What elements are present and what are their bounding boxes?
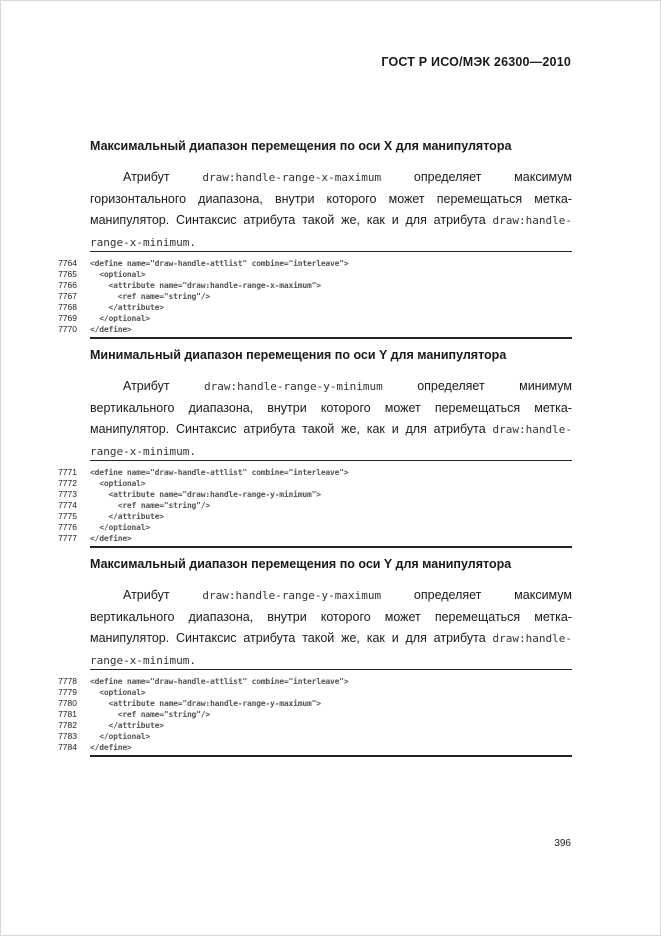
paragraph-word: горизонтального xyxy=(90,191,187,206)
paragraph-word: же, xyxy=(341,631,360,645)
section-title: Минимальный диапазон перемещения по оси Y для манипулятора xyxy=(90,348,507,362)
paragraph-word: внутри xyxy=(267,609,307,624)
section-paragraph xyxy=(90,585,572,671)
code-text: <attribute name="draw:handle-range-y-minimum"> xyxy=(90,490,321,499)
page-number: 396 xyxy=(554,838,571,849)
code-text: <ref name="string"/> xyxy=(90,292,211,301)
section-3 xyxy=(90,556,572,671)
code-text: </define> xyxy=(90,325,132,334)
paragraph-word: диапазона, xyxy=(188,609,254,624)
line-number: 7766 xyxy=(58,280,77,290)
line-number: 7774 xyxy=(58,500,77,510)
code-line xyxy=(50,302,572,313)
paragraph-word: же, xyxy=(341,422,360,436)
section-title: Максимальный диапазон перемещения по оси Y для манипулятора xyxy=(90,557,512,571)
code-line xyxy=(50,511,572,522)
code-text: </attribute> xyxy=(90,303,164,312)
code-line xyxy=(50,698,572,709)
paragraph-word: метка- xyxy=(534,400,572,415)
paragraph-word: метка- xyxy=(534,609,572,624)
line-number: 7771 xyxy=(58,467,77,477)
paragraph-word: которого xyxy=(320,400,371,415)
paragraph-word: же, xyxy=(341,213,360,227)
listing-top-rule xyxy=(90,669,572,670)
code-line xyxy=(50,269,572,280)
paragraph-word: draw:handle- xyxy=(492,214,572,227)
line-number: 7767 xyxy=(58,291,77,301)
paragraph-word: draw:handle- xyxy=(492,632,572,645)
paragraph-word: определяет xyxy=(413,588,482,602)
paragraph-word: атрибута xyxy=(433,631,486,645)
paragraph-word: которого xyxy=(320,609,371,624)
line-number: 7772 xyxy=(58,478,77,488)
document-header: ГОСТ Р ИСО/МЭК 26300—2010 xyxy=(381,55,571,69)
paragraph-word: и xyxy=(391,422,399,436)
code-text: </optional> xyxy=(90,523,151,532)
listing-bottom-rule xyxy=(90,546,572,548)
paragraph-word: Синтаксис xyxy=(176,213,237,227)
paragraph-word: атрибута xyxy=(433,213,486,227)
paragraph-word: атрибута xyxy=(243,422,296,436)
paragraph-line xyxy=(90,419,572,441)
paragraph-line xyxy=(90,441,572,463)
paragraph-line xyxy=(90,585,572,607)
line-number: 7779 xyxy=(58,687,77,697)
code-line xyxy=(50,687,572,698)
code-line xyxy=(50,280,572,291)
code-line xyxy=(50,258,572,269)
paragraph-word: такой xyxy=(302,422,335,436)
paragraph-word: и xyxy=(391,213,399,227)
paragraph-line xyxy=(90,607,572,629)
code-text: <ref name="string"/> xyxy=(90,710,211,719)
paragraph-word: Атрибут xyxy=(123,170,170,184)
paragraph-word: draw:handle-range-y-minimum xyxy=(203,380,383,393)
section-paragraph xyxy=(90,376,572,462)
paragraph-line xyxy=(90,210,572,232)
code-text: <optional> xyxy=(90,270,146,279)
code-text: </attribute> xyxy=(90,721,164,730)
paragraph-word: для xyxy=(405,631,427,645)
paragraph-line xyxy=(90,376,572,398)
code-text: <optional> xyxy=(90,688,146,697)
paragraph-line xyxy=(90,650,572,672)
paragraph-word: перемещаться xyxy=(434,400,521,415)
paragraph-word: вертикального xyxy=(90,609,175,624)
paragraph-word: манипулятор. xyxy=(90,213,170,227)
paragraph-word: draw:handle- xyxy=(492,423,572,436)
listing-top-rule xyxy=(90,460,572,461)
paragraph-word: определяет xyxy=(413,170,482,184)
code-text: </define> xyxy=(90,534,132,543)
paragraph-word: Синтаксис xyxy=(176,631,237,645)
paragraph-word: как xyxy=(366,213,385,227)
paragraph-word: максимум xyxy=(514,170,572,184)
code-line xyxy=(50,731,572,742)
paragraph-word: перемещаться xyxy=(436,191,523,206)
line-number: 7775 xyxy=(58,511,77,521)
code-line xyxy=(50,478,572,489)
listing-top-rule xyxy=(90,251,572,252)
line-number: 7768 xyxy=(58,302,77,312)
code-line xyxy=(50,742,572,753)
code-text: <ref name="string"/> xyxy=(90,501,211,510)
code-text: <define name="draw-handle-attlist" combine="interleave"> xyxy=(90,259,349,268)
code-line xyxy=(50,291,572,302)
section-title: Максимальный диапазон перемещения по оси X для манипулятора xyxy=(90,139,512,153)
listing-bottom-rule xyxy=(90,755,572,757)
code-line xyxy=(50,533,572,544)
code-line xyxy=(50,522,572,533)
paragraph-word: может xyxy=(384,400,421,415)
code-line xyxy=(50,313,572,324)
paragraph-line xyxy=(90,232,572,254)
code-text: <attribute name="draw:handle-range-x-maximum"> xyxy=(90,281,321,290)
paragraph-word: перемещаться xyxy=(434,609,521,624)
code-text: <attribute name="draw:handle-range-y-maximum"> xyxy=(90,699,321,708)
paragraph-word: такой xyxy=(302,213,335,227)
code-line xyxy=(50,467,572,478)
line-number: 7781 xyxy=(58,709,77,719)
paragraph-word: draw:handle-range-y-maximum xyxy=(202,589,382,602)
line-number: 7784 xyxy=(58,742,77,752)
code-text: <optional> xyxy=(90,479,146,488)
paragraph-line xyxy=(90,167,572,189)
paragraph-word: для xyxy=(405,422,427,436)
listing-bottom-rule xyxy=(90,337,572,339)
paragraph-word: для xyxy=(405,213,427,227)
paragraph-word: метка- xyxy=(534,191,572,206)
line-number: 7764 xyxy=(58,258,77,268)
paragraph-word: range-x-minimum. xyxy=(90,653,196,667)
section-2 xyxy=(90,347,572,462)
code-line xyxy=(50,676,572,687)
section-1 xyxy=(90,138,572,253)
line-number: 7765 xyxy=(58,269,77,279)
paragraph-word: как xyxy=(366,422,385,436)
paragraph-word: которого xyxy=(326,191,377,206)
paragraph-word: манипулятор. xyxy=(90,422,170,436)
paragraph-word: атрибута xyxy=(243,213,296,227)
paragraph-word: атрибута xyxy=(243,631,296,645)
code-text: </define> xyxy=(90,743,132,752)
code-text: </optional> xyxy=(90,314,151,323)
paragraph-word: как xyxy=(366,631,385,645)
line-number: 7776 xyxy=(58,522,77,532)
paragraph-word: определяет xyxy=(417,379,485,393)
paragraph-word: range-x-minimum. xyxy=(90,444,196,458)
code-line xyxy=(50,489,572,500)
code-line xyxy=(50,324,572,335)
code-text: <define name="draw-handle-attlist" combine="interleave"> xyxy=(90,468,349,477)
paragraph-word: Атрибут xyxy=(123,379,170,393)
line-number: 7770 xyxy=(58,324,77,334)
line-number: 7778 xyxy=(58,676,77,686)
paragraph-word: манипулятор. xyxy=(90,631,170,645)
line-number: 7783 xyxy=(58,731,77,741)
paragraph-word: вертикального xyxy=(90,400,175,415)
code-text: </attribute> xyxy=(90,512,164,521)
paragraph-word: минимум xyxy=(519,379,572,393)
paragraph-word: draw:handle-range-x-maximum xyxy=(202,171,382,184)
code-text: </optional> xyxy=(90,732,151,741)
paragraph-word: атрибута xyxy=(433,422,486,436)
paragraph-word: диапазона, xyxy=(198,191,263,206)
line-number: 7769 xyxy=(58,313,77,323)
paragraph-line xyxy=(90,398,572,420)
section-paragraph xyxy=(90,167,572,253)
paragraph-word: может xyxy=(388,191,425,206)
paragraph-line xyxy=(90,189,572,211)
paragraph-word: такой xyxy=(302,631,335,645)
line-number: 7777 xyxy=(58,533,77,543)
code-text: <define name="draw-handle-attlist" combine="interleave"> xyxy=(90,677,349,686)
code-line xyxy=(50,709,572,720)
paragraph-word: максимум xyxy=(514,588,572,602)
paragraph-word: и xyxy=(391,631,399,645)
paragraph-word: может xyxy=(384,609,421,624)
paragraph-word: range-x-minimum. xyxy=(90,235,196,249)
paragraph-word: внутри xyxy=(267,400,307,415)
paragraph-word: внутри xyxy=(274,191,315,206)
line-number: 7780 xyxy=(58,698,77,708)
paragraph-word: Синтаксис xyxy=(176,422,237,436)
code-line xyxy=(50,720,572,731)
line-number: 7773 xyxy=(58,489,77,499)
code-line xyxy=(50,500,572,511)
line-number: 7782 xyxy=(58,720,77,730)
paragraph-line xyxy=(90,628,572,650)
paragraph-word: Атрибут xyxy=(123,588,170,602)
paragraph-word: диапазона, xyxy=(188,400,254,415)
